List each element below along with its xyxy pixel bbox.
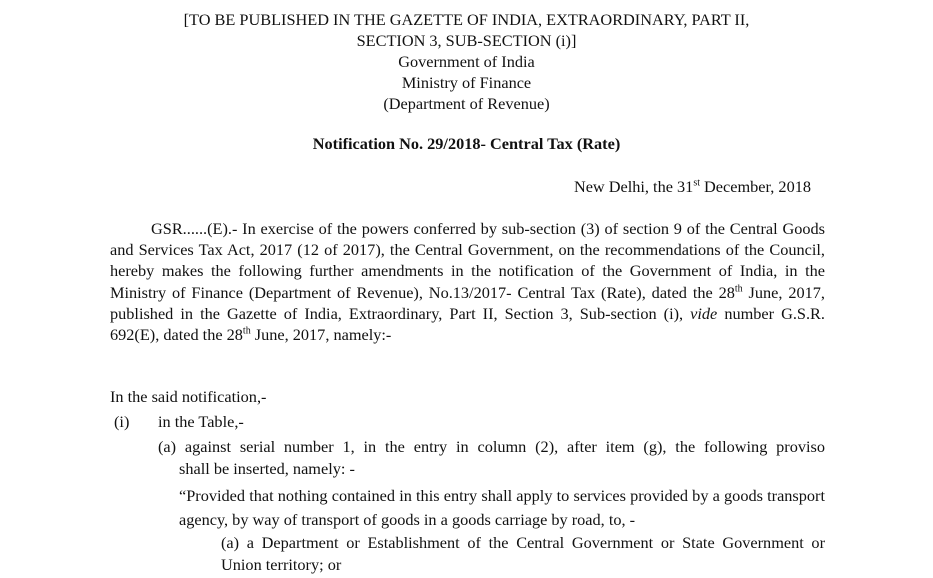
government-name: Government of India — [398, 52, 535, 71]
preamble-ordinal-1: th — [734, 283, 743, 295]
notification-title: Notification No. 29/2018- Central Tax (Rate) — [312, 134, 621, 153]
ministry-name: Ministry of Finance — [401, 73, 532, 92]
item-i-text: in the Table,- — [158, 412, 244, 431]
in-said-notification: In the said notification,- — [110, 387, 267, 406]
sub-item-a — [158, 436, 825, 479]
sub-item-a-line-1: (a) against serial number 1, in the entry in column (2), after item (g), the following proviso — [158, 437, 825, 456]
department-name: (Department of Revenue) — [383, 94, 550, 113]
preamble-vide: vide — [690, 303, 718, 323]
date-ordinal-suffix: st — [693, 177, 700, 189]
preamble-paragraph — [110, 218, 825, 345]
preamble-part-1: GSR......(E).- In exercise of the powers conferred by sub-section (3) of section 9 of the Central Goods and Services Tax Act, 2017 (12 of 2017), the Central Government, on the recommendations of the Council, hereby makes the following further amendments in the notification of the Government of India, in the Ministry of Finance (Department of Revenue), No.13/2017- Central Tax (Rate), dated the 28 — [110, 219, 825, 302]
date-suffix: December, 2018 — [699, 177, 811, 196]
date-prefix: New Delhi, the 31 — [573, 177, 694, 196]
date-line — [574, 176, 811, 197]
preamble-part-4: June, 2017, namely:- — [250, 325, 392, 345]
gazette-header-line-1: [TO BE PUBLISHED IN THE GAZETTE OF INDIA, EXTRAORDINARY, PART II, — [183, 10, 750, 29]
sub-sub-item-a: (a) a Department or Establishment of the Central Government or State Government or Union territory; or — [221, 533, 825, 574]
proviso-text: “Provided that nothing contained in this entry shall apply to services provided by a goods transport agency, by way of transport of goods in a goods carriage by road, to, - — [179, 486, 825, 529]
item-i-marker: (i) — [114, 412, 130, 431]
gazette-header-line-2: SECTION 3, SUB-SECTION (i)] — [356, 31, 577, 50]
sub-item-a-line-2: shall be inserted, namely: - — [179, 458, 355, 478]
preamble-part-2: June, 2017, published in the Gazette of India, Extraordinary, Part II, Section 3, Sub-section (i), — [110, 282, 825, 323]
preamble-part-3: number G.S.R. 692(E), dated the 28 — [110, 303, 825, 345]
preamble-ordinal-2: th — [242, 325, 251, 337]
